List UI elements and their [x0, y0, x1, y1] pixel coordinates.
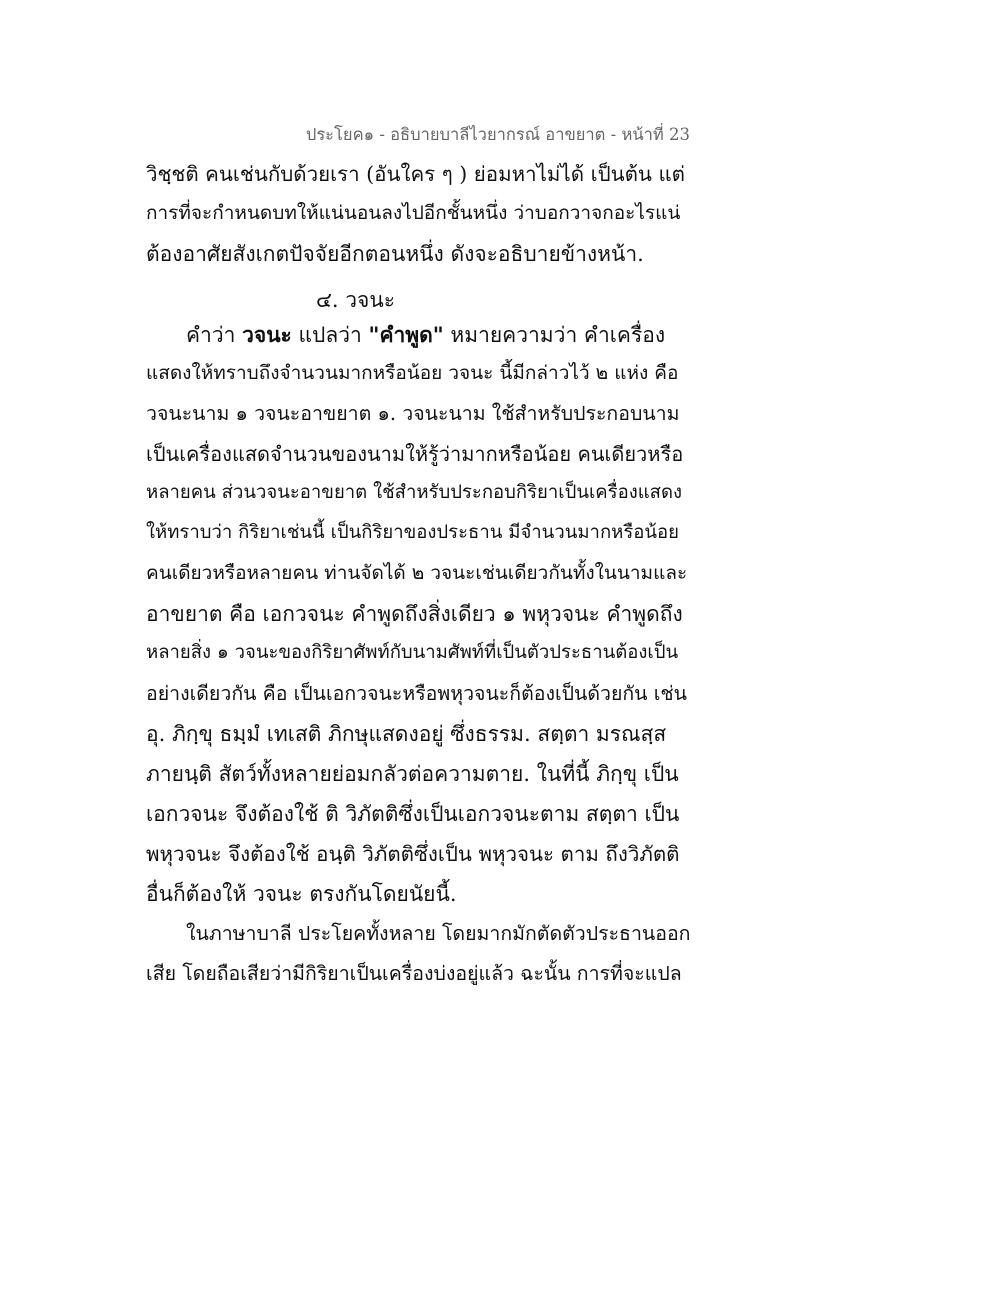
section-heading: ๔. วจนะ [316, 288, 395, 312]
text-fragment: คำว่า [186, 323, 243, 347]
term-quote: "คำพูด" [368, 322, 444, 347]
text-fragment: หมายความว่า คำเครื่อง [443, 323, 666, 347]
text-line: เป็นเครื่องแสดจำนวนของนามให้รู้ว่ามากหรือน้อย คนเดียวหรือ [146, 442, 684, 466]
text-line: พหุวจนะ จึงต้องใช้ อนฺติ วิภัตติซึ่งเป็น พหุวจนะ ตาม ถึงวิภัตติ [146, 842, 680, 866]
text-line [186, 324, 690, 346]
text-line: หลายสิ่ง ๑ วจนะของกิริยาศัพท์กับนามศัพท์ที่เป็นตัวประธานต้องเป็น [146, 642, 679, 663]
text-line: อย่างเดียวกัน คือ เป็นเอกวจนะหรือพหุวจนะก็ต้องเป็นด้วยกัน เช่น [146, 682, 687, 705]
text-line: ต้องอาศัยสังเกตปัจจัยอีกตอนหนึ่ง ดังจะอธิบายข้างหน้า. [146, 242, 644, 266]
text-line: ให้ทราบว่า กิริยาเช่นนี้ เป็นกิริยาของประธาน มีจำนวนมากหรือน้อย [146, 522, 679, 543]
text-line: อื่นก็ต้องให้ วจนะ ตรงกันโดยนัยนี้. [146, 882, 457, 906]
page-header: ประโยค๑ - อธิบายบาลีไวยากรณ์ อาขยาต - หน้าที่ 23 [305, 125, 690, 144]
text-line: คนเดียวหรือหลายคน ท่านจัดได้ ๒ วจนะเช่นเดียวกันทั้งในนามและ [146, 562, 688, 584]
text-line: การที่จะกำหนดบทให้แน่นอนลงไปอีกชั้นหนึ่ง ว่าบอกวาจกอะไรแน่ [146, 202, 681, 224]
text-line: ภายนฺติ สัตว์ทั้งหลายย่อมกลัวต่อความตาย. ในที่นี้ ภิกฺขุ เป็น [146, 762, 679, 786]
text-line: เสีย โดยถือเสียว่ามีกิริยาเป็นเครื่องบ่งอยู่แล้ว ฉะนั้น การที่จะแปล [146, 962, 682, 985]
text-line: ในภาษาบาลี ประโยคทั้งหลาย โดยมากมักตัดตัวประธานออก [186, 922, 691, 945]
text-line: อาขยาต คือ เอกวจนะ คำพูดถึงสิ่งเดียว ๑ พหุวจนะ คำพูดถึง [146, 602, 683, 626]
text-line: หลายคน ส่วนวจนะอาขยาต ใช้สำหรับประกอบกิริยาเป็นเครื่องแสดง [146, 482, 683, 503]
text-line: อุ. ภิกฺขุ ธมฺมํ เทเสติ ภิกษุแสดงอยู่ ซึ่งธรรม. สตฺตา มรณสฺส [146, 722, 667, 746]
text-line: แสดงให้ทราบถึงจำนวนมากหรือน้อย วจนะ นี้มีกล่าวไว้ ๒ แห่ง คือ [146, 362, 679, 384]
text-line: วจนะนาม ๑ วจนะอาขยาต ๑. วจนะนาม ใช้สำหรับประกอบนาม [146, 402, 680, 425]
text-fragment: แปลว่า [291, 323, 369, 347]
text-line: เอกวจนะ จึงต้องใช้ ติ วิภัตติซึ่งเป็นเอกวจนะตาม สตฺตา เป็น [146, 802, 680, 826]
term-vacana: วจนะ [242, 322, 292, 347]
text-line: วิชฺชติ คนเช่นกับด้วยเรา (อันใคร ๆ ) ย่อมหาไม่ได้ เป็นต้น แต่ [146, 162, 685, 186]
